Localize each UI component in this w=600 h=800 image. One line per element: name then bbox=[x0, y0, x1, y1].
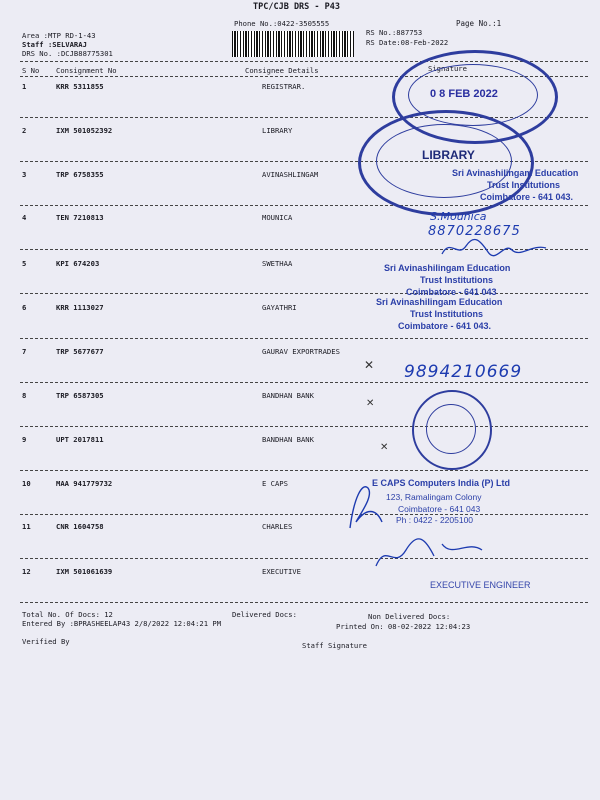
handwritten-phone-2: 9894210669 bbox=[404, 362, 523, 382]
tick-mark: ✕ bbox=[366, 398, 375, 409]
trust-stamp-c-line3: Coimbatore - 641 043. bbox=[398, 321, 492, 331]
divider bbox=[20, 470, 588, 471]
trust-stamp-line2: Trust Institutions bbox=[487, 180, 560, 190]
row-consignee: BANDHAN BANK bbox=[262, 391, 314, 400]
row-consignment: CNR 1604758 bbox=[56, 522, 104, 531]
received-date-stamp: 0 8 FEB 2022 bbox=[430, 88, 498, 100]
row-consignment: TRP 5677677 bbox=[56, 347, 104, 356]
ecaps-stamp-line2: 123, Ramalingam Colony bbox=[386, 492, 482, 502]
trust-stamp-c-line1: Sri Avinashilingam Education bbox=[376, 297, 503, 307]
row-sno: 12 bbox=[22, 567, 31, 576]
ecaps-stamp-line4: Ph : 0422 - 2205100 bbox=[396, 515, 474, 525]
total-docs: Total No. Of Docs: 12 bbox=[22, 610, 113, 619]
row-consignment: MAA 941779732 bbox=[56, 479, 113, 488]
divider bbox=[20, 338, 588, 339]
tick-mark: ✕ bbox=[380, 442, 389, 453]
row-consignment: KPI 674203 bbox=[56, 259, 100, 268]
row-sno: 10 bbox=[22, 479, 31, 488]
row-consignee: REGISTRAR. bbox=[262, 82, 306, 91]
row-consignment: TRP 6758355 bbox=[56, 170, 104, 179]
divider bbox=[20, 293, 588, 294]
col-consignee: Consignee Details bbox=[245, 66, 319, 75]
entered-by: Entered By :BPRASHEELAP43 2/8/2022 12:04:21 PM bbox=[22, 619, 222, 628]
row-consignee: GAURAV EXPORTRADES bbox=[262, 347, 340, 356]
tick-mark: ✕ bbox=[364, 358, 375, 372]
library-stamp: LIBRARY bbox=[422, 148, 475, 162]
row-sno: 1 bbox=[22, 82, 27, 91]
row-consignment: UPT 2017811 bbox=[56, 435, 104, 444]
divider bbox=[20, 426, 588, 427]
barcode bbox=[232, 31, 354, 57]
row-sno: 3 bbox=[22, 170, 27, 179]
col-sno: S No bbox=[22, 66, 40, 75]
trust-stamp-b-line1: Sri Avinashilingam Education bbox=[384, 263, 511, 273]
trust-stamp-c-line2: Trust Institutions bbox=[410, 309, 483, 319]
row-consignee: EXECUTIVE bbox=[262, 567, 301, 576]
row-sno: 6 bbox=[22, 303, 27, 312]
verified-by: Verified By bbox=[22, 637, 70, 646]
handwritten-phone: 8870228675 bbox=[428, 224, 521, 239]
signature-scribble bbox=[372, 536, 502, 576]
row-consignee: SWETHAA bbox=[262, 259, 293, 268]
phone-number: Phone No.:0422-3505555 bbox=[234, 19, 330, 28]
divider bbox=[20, 382, 588, 383]
rs-number: RS No.:887753 bbox=[366, 28, 423, 37]
row-consignment: KRR 5311855 bbox=[56, 82, 104, 91]
ecaps-stamp-line1: E CAPS Computers India (P) Ltd bbox=[372, 478, 511, 488]
row-consignment: IXM 501052392 bbox=[56, 126, 113, 135]
drs-number: DRS No. :DCJB88775301 bbox=[22, 49, 113, 58]
printed-on: Printed On: 08-02-2022 12:04:23 bbox=[336, 622, 471, 631]
row-sno: 8 bbox=[22, 391, 27, 400]
row-consignee: GAYATHRI bbox=[262, 303, 297, 312]
row-consignee: CHARLES bbox=[262, 522, 293, 531]
non-delivered-docs: Non Delivered Docs: bbox=[368, 612, 451, 621]
col-signature: Signature bbox=[428, 64, 467, 73]
row-consignee: AVINASHLINGAM bbox=[262, 170, 319, 179]
row-sno: 2 bbox=[22, 126, 27, 135]
trust-stamp-b-line2: Trust Institutions bbox=[420, 275, 493, 285]
trust-stamp-line1: Sri Avinashilingam Education bbox=[452, 168, 579, 178]
executive-stamp: EXECUTIVE ENGINEER bbox=[430, 580, 531, 590]
row-consignment: TRP 6587305 bbox=[56, 391, 104, 400]
staff-signature-label: Staff Signature bbox=[302, 641, 367, 650]
row-sno: 9 bbox=[22, 435, 27, 444]
bank-seal-inner bbox=[426, 404, 476, 454]
divider bbox=[20, 558, 588, 559]
trust-stamp-line3: Coimbatore - 641 043. bbox=[480, 192, 574, 202]
table-row bbox=[0, 435, 600, 475]
page-number: Page No.:1 bbox=[456, 19, 502, 28]
table-row bbox=[0, 303, 600, 343]
divider bbox=[20, 514, 588, 515]
area-label: Area :MTP RD-1-43 bbox=[22, 31, 96, 40]
document-title: TPC/CJB DRS - P43 bbox=[253, 2, 340, 12]
row-sno: 11 bbox=[22, 522, 31, 531]
divider bbox=[20, 205, 588, 206]
delivered-docs: Delivered Docs: bbox=[232, 610, 297, 619]
row-consignee: MOUNICA bbox=[262, 213, 293, 222]
row-consignee: BANDHAN BANK bbox=[262, 435, 314, 444]
col-consignment: Consignment No bbox=[56, 66, 117, 75]
row-sno: 7 bbox=[22, 347, 27, 356]
row-consignment: KRR 1113027 bbox=[56, 303, 104, 312]
divider bbox=[20, 602, 588, 603]
signature-scribble bbox=[440, 236, 550, 260]
row-consignment: TEN 7210813 bbox=[56, 213, 104, 222]
row-consignment: IXM 501061639 bbox=[56, 567, 113, 576]
handwritten-name: S.Mounica bbox=[430, 210, 487, 223]
row-consignee: E CAPS bbox=[262, 479, 288, 488]
row-sno: 4 bbox=[22, 213, 27, 222]
ecaps-stamp-line3: Coimbatore - 641 043 bbox=[398, 504, 481, 514]
rs-date: RS Date:08-Feb-2022 bbox=[366, 38, 449, 47]
table-row bbox=[0, 391, 600, 431]
row-consignee: LIBRARY bbox=[262, 126, 293, 135]
table-row bbox=[0, 522, 600, 562]
trust-stamp-b-line3: Coimbatore - 641 043 bbox=[406, 287, 497, 297]
staff-label: Staff :SELVARAJ bbox=[22, 40, 87, 49]
row-sno: 5 bbox=[22, 259, 27, 268]
